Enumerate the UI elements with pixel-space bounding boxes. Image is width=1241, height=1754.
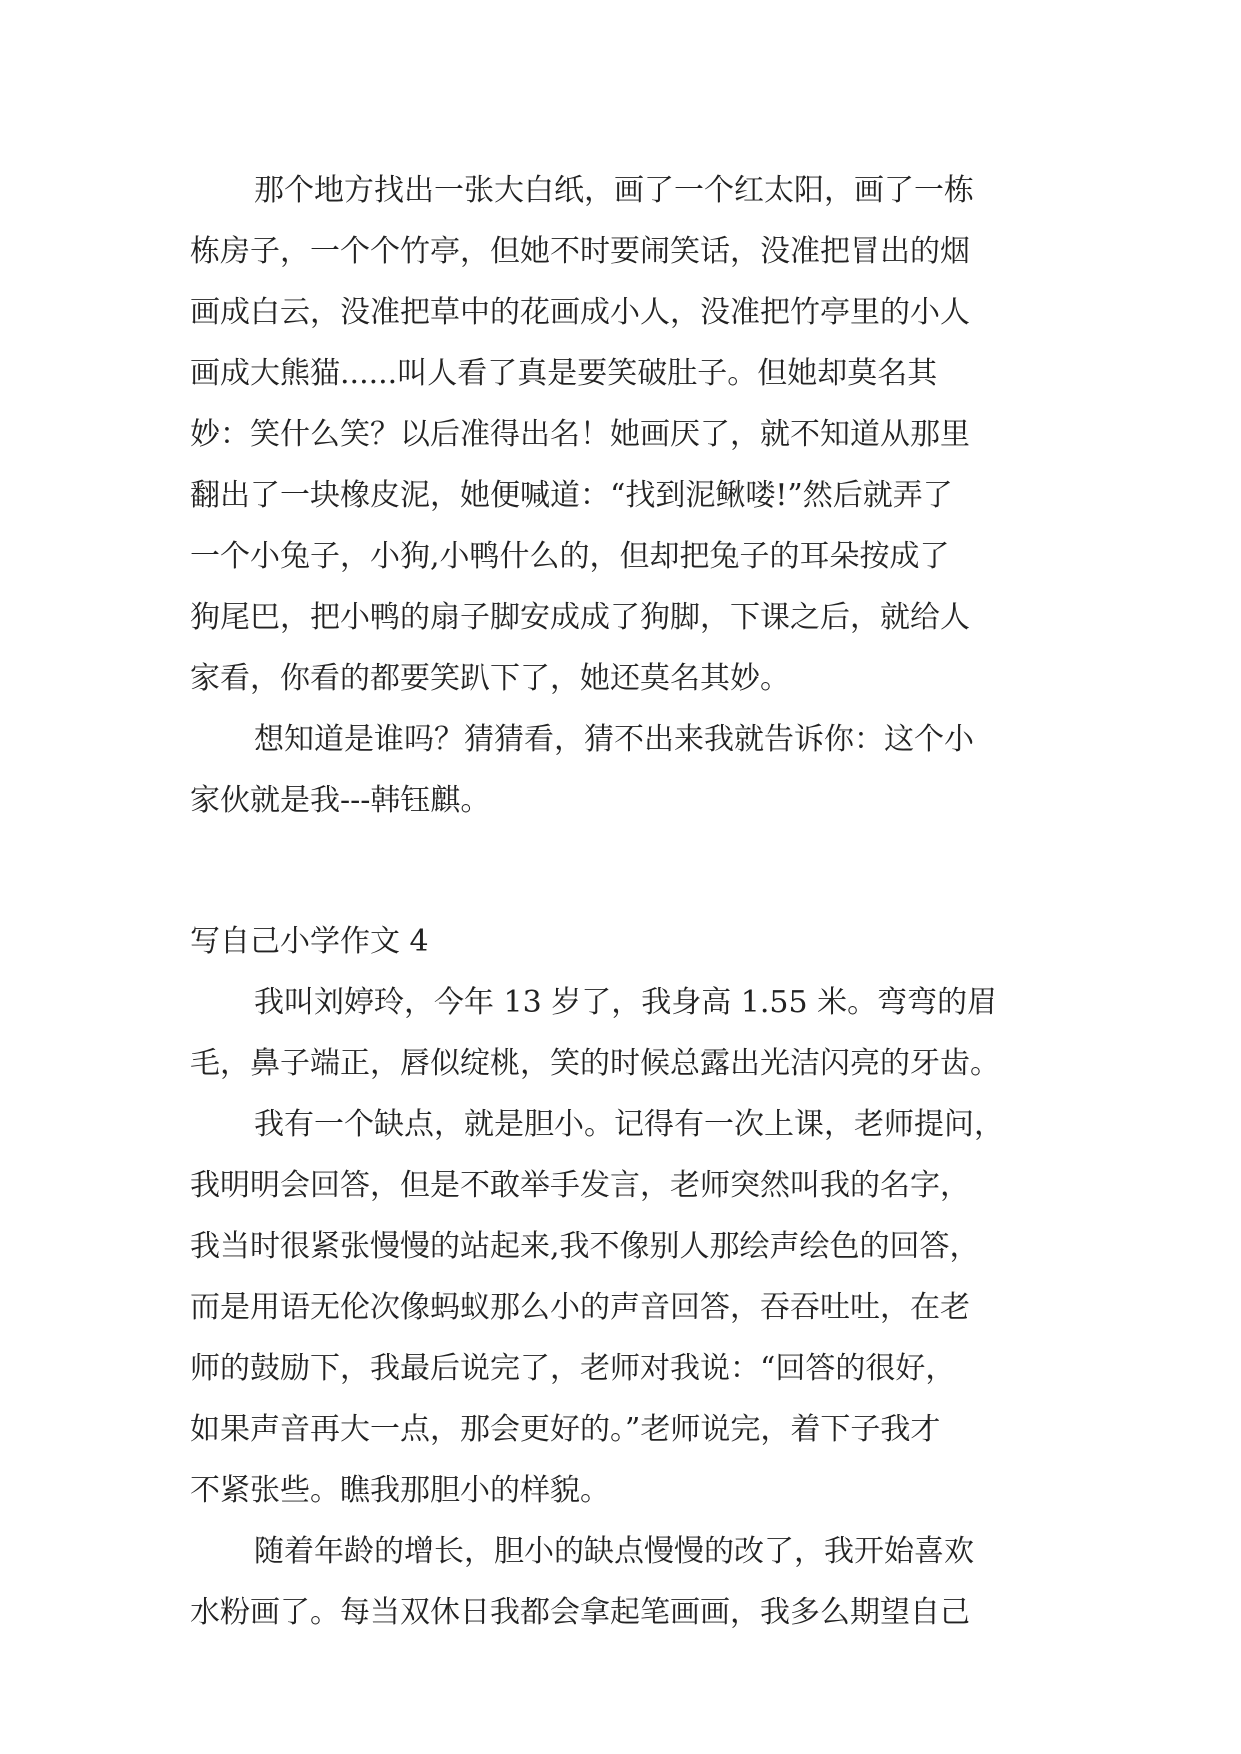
text-line: 那个地方找出一张大白纸，画了一个红太阳，画了一栋 [254,173,974,208]
text-line: 翻出了一块橡皮泥，她便喊道：“找到泥鳅喽!”然后就弄了 [190,478,953,513]
paragraph [190,160,1050,709]
text-line: 家看，你看的都要笑趴下了，她还莫名其妙。 [190,661,790,696]
paragraph [190,1521,1050,1643]
paragraph [190,1094,1050,1521]
text-line: 师的鼓励下，我最后说完了，老师对我说：“回答的很好， [190,1351,956,1386]
text-line: 想知道是谁吗？猜猜看，猜不出来我就告诉你：这个小 [254,722,974,757]
section-gap [190,831,1050,911]
text-line: 栋房子，一个个竹亭，但她不时要闹笑话，没准把冒出的烟 [190,234,970,269]
text-line: 画成大熊猫......叫人看了真是要笑破肚子。但她却莫名其 [190,356,938,391]
text-line: 我明明会回答，但是不敢举手发言，老师突然叫我的名字， [190,1168,970,1203]
text-line: 我有一个缺点，就是胆小。记得有一次上课，老师提问， [254,1107,1004,1142]
text-line: 一个小兔子，小狗,小鸭什么的，但却把兔子的耳朵按成了 [190,539,950,574]
text-line: 如果声音再大一点，那会更好的。”老师说完，着下子我才 [190,1412,941,1447]
text-line: 不紧张些。瞧我那胆小的样貌。 [190,1473,610,1508]
text-line: 妙：笑什么笑？以后准得出名！她画厌了，就不知道从那里 [190,417,970,452]
text-line: 我当时很紧张慢慢的站起来,我不像别人那绘声绘色的回答， [190,1229,980,1264]
text-line: 我叫刘婷玲，今年 13 岁了，我身高 1.55 米。弯弯的眉 [254,985,998,1020]
document-body [190,160,1050,1643]
text-line: 随着年龄的增长，胆小的缺点慢慢的改了，我开始喜欢 [254,1534,974,1569]
text-line: 画成白云，没准把草中的花画成小人，没准把竹亭里的小人 [190,295,970,330]
text-line: 家伙就是我---韩钰麒。 [190,783,491,818]
paragraph [190,709,1050,831]
text-line: 而是用语无伦次像蚂蚁那么小的声音回答，吞吞吐吐，在老 [190,1290,970,1325]
text-line: 水粉画了。每当双休日我都会拿起笔画画，我多么期望自己 [190,1595,970,1630]
paragraph [190,972,1050,1094]
text-line: 毛，鼻子端正，唇似绽桃，笑的时候总露出光洁闪亮的牙齿。 [190,1046,1000,1081]
text-line: 狗尾巴，把小鸭的扇子脚安成成了狗脚，下课之后，就给人 [190,600,970,635]
section-title: 写自己小学作文 4 [190,924,429,959]
